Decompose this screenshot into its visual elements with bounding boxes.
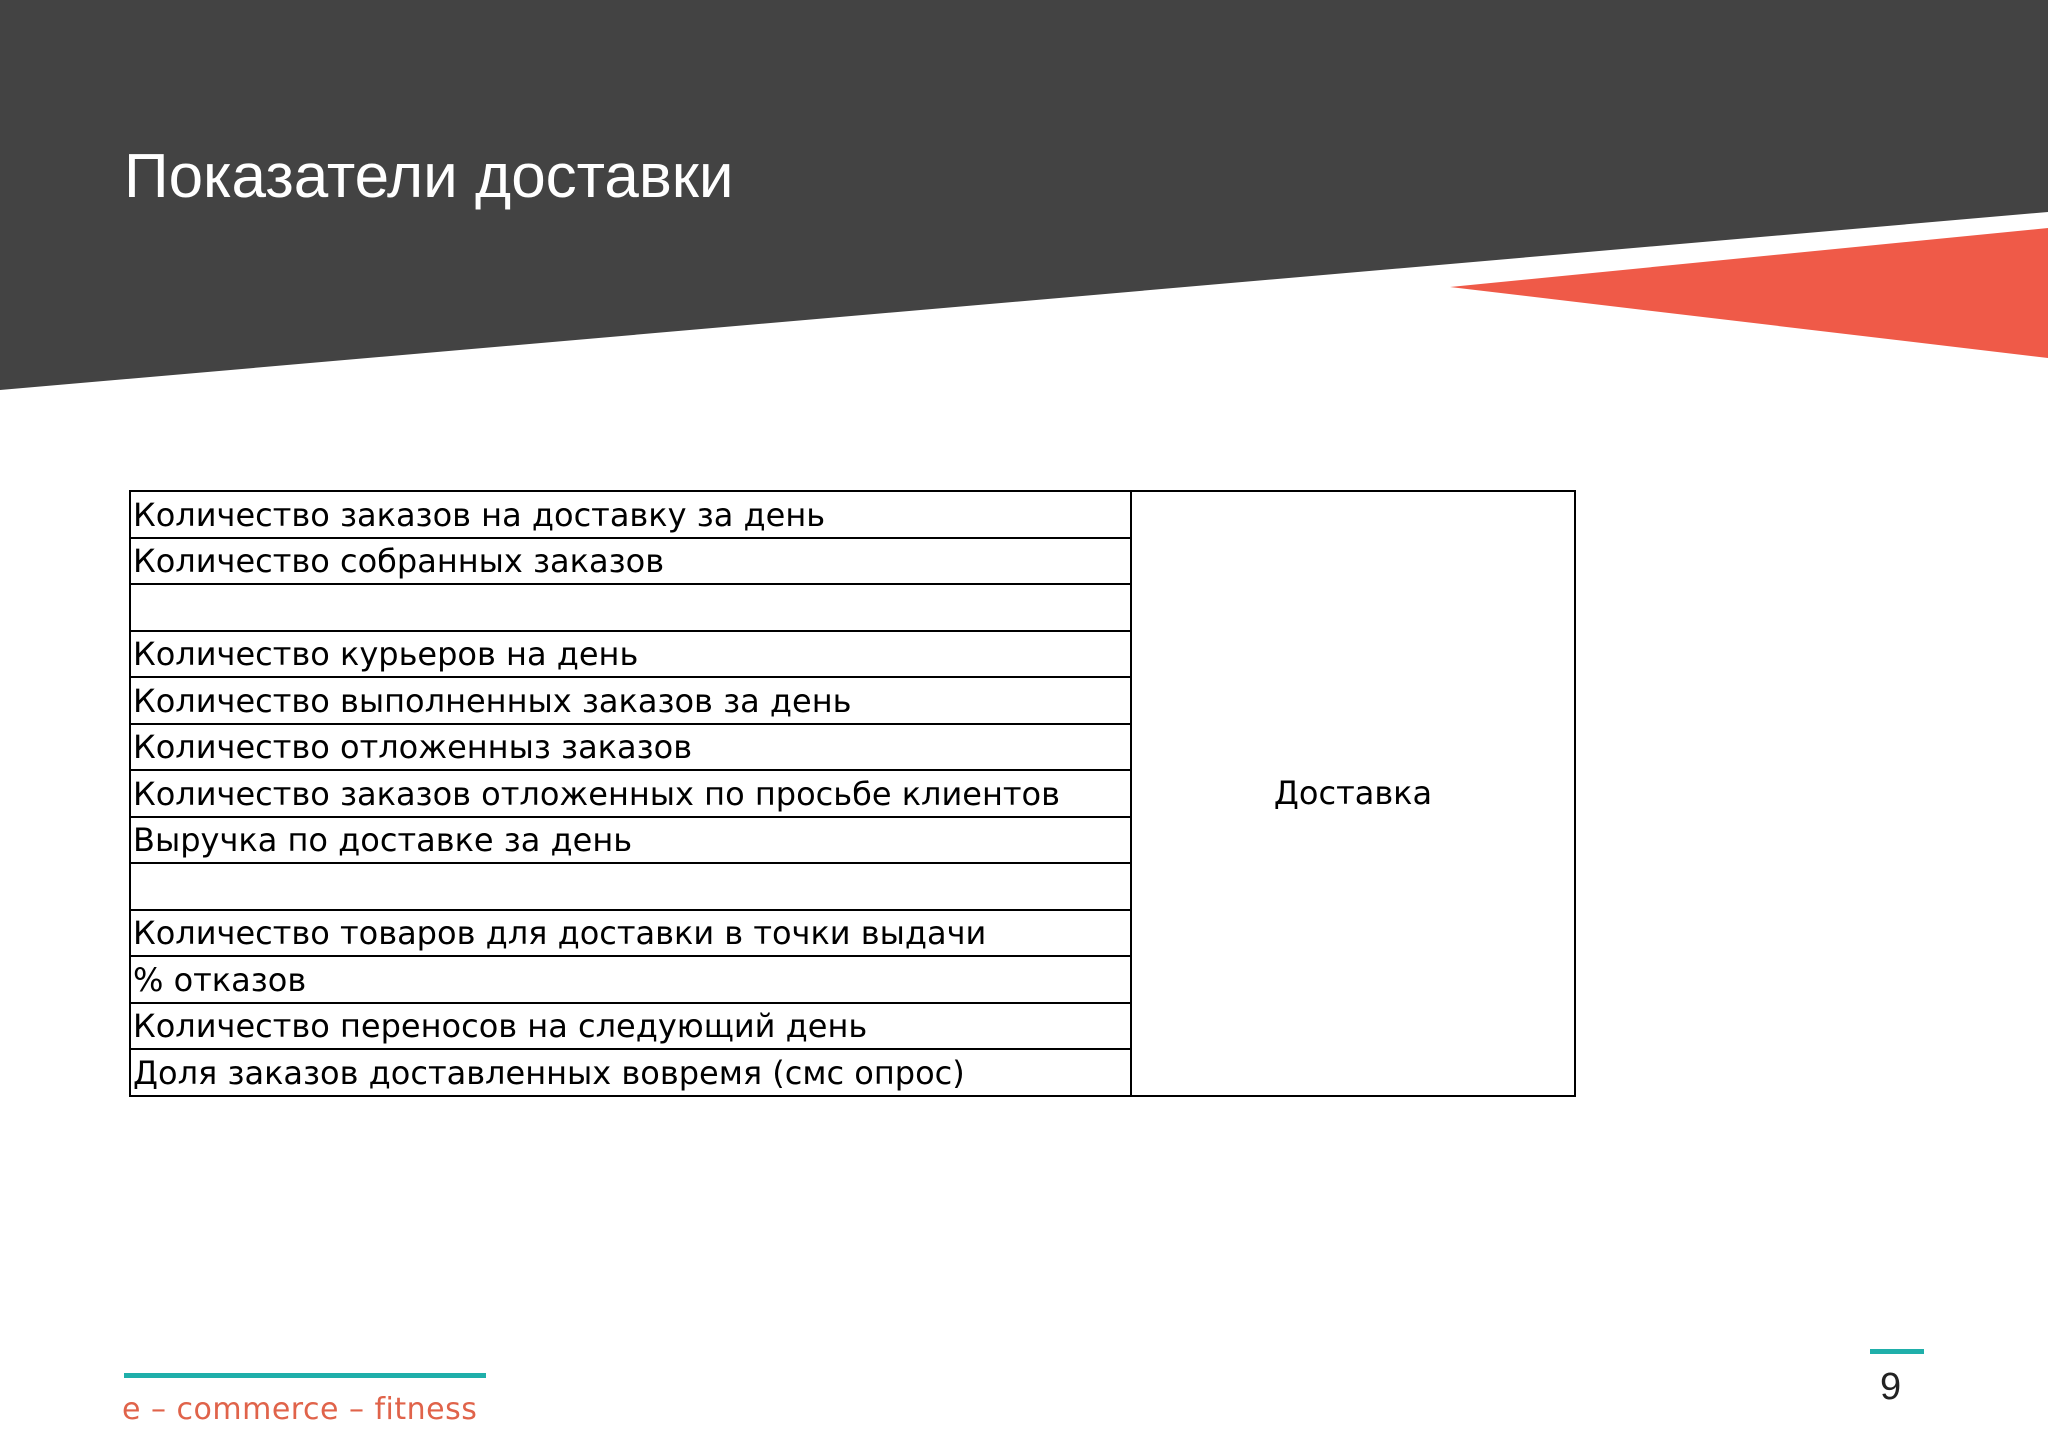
footer-brand-logo: e – commerce – fitness: [122, 1392, 478, 1427]
table-row: [130, 491, 1575, 538]
page-number: 9: [1880, 1366, 1902, 1408]
page-title: Показатели доставки: [124, 142, 734, 211]
metric-cell: Количество заказов отложенных по просьбе клиентов: [130, 770, 1131, 817]
category-cell: Доставка: [1131, 491, 1575, 1096]
metric-cell: Количество товаров для доставки в точки выдачи: [130, 910, 1131, 957]
metric-cell: Выручка по доставке за день: [130, 817, 1131, 864]
metric-cell: Количество курьеров на день: [130, 631, 1131, 678]
page-number-accent: [1870, 1349, 1924, 1354]
metric-cell: Количество собранных заказов: [130, 538, 1131, 585]
metric-cell: Доля заказов доставленных вовремя (смс опрос): [130, 1049, 1131, 1096]
metric-cell: % отказов: [130, 956, 1131, 1003]
metric-cell: Количество выполненных заказов за день: [130, 677, 1131, 724]
metric-cell-empty: [130, 584, 1131, 631]
metric-cell: Количество заказов на доставку за день: [130, 491, 1131, 538]
footer-divider: [124, 1373, 486, 1378]
metric-cell: Количество отложенныз заказов: [130, 724, 1131, 771]
metric-cell-empty: [130, 863, 1131, 910]
delivery-metrics-table: [129, 490, 1576, 1097]
metric-cell: Количество переносов на следующий день: [130, 1003, 1131, 1050]
